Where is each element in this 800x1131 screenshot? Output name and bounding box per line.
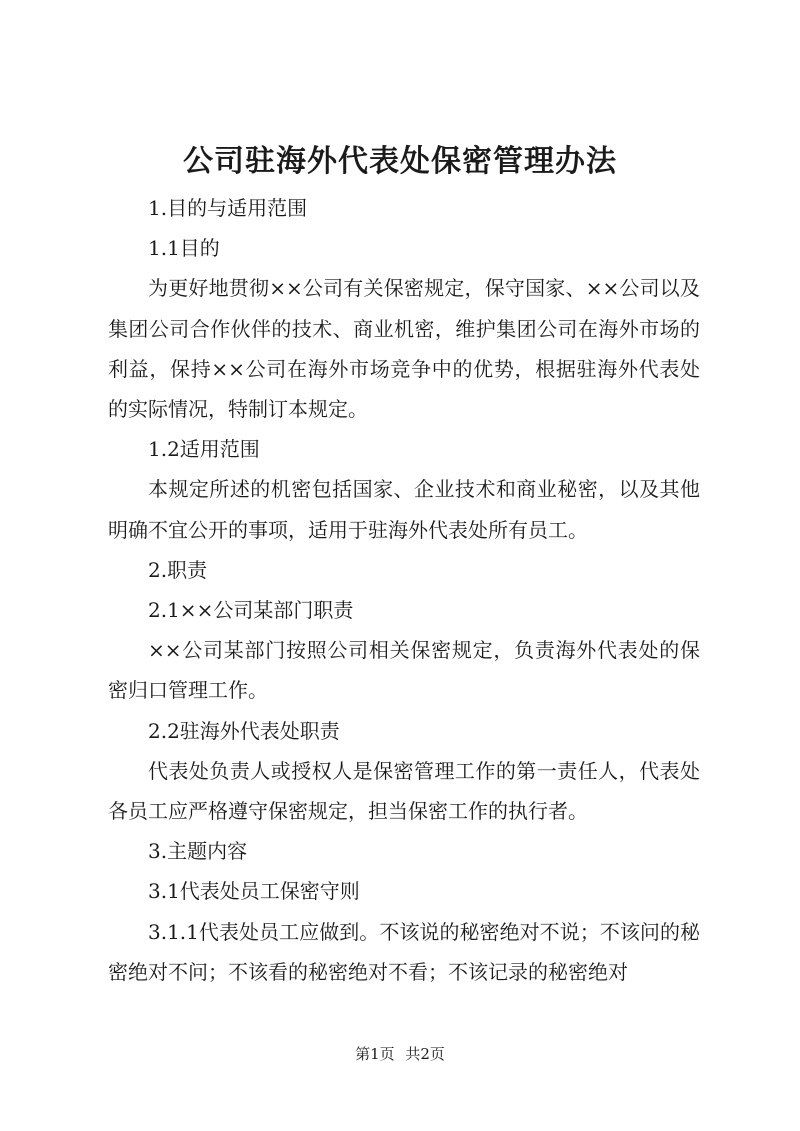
body-paragraph: 本规定所述的机密包括国家、企业技术和商业秘密，以及其他明确不宜公开的事项，适用于驻海外代表处所有员工。: [108, 477, 700, 542]
section-heading: 2.职责: [148, 557, 208, 582]
section-heading: 1.目的与适用范围: [148, 196, 308, 220]
subsection-heading: 1.1目的: [148, 236, 220, 261]
subsection-heading: 1.2适用范围: [148, 437, 260, 462]
page-total: 共2页: [405, 1045, 445, 1063]
subsection-heading: 2.1××公司某部门职责: [148, 598, 354, 623]
body-paragraph: 代表处负责人或授权人是保密管理工作的第一责任人，代表处各员工应严格遵守保密规定，担当保密工作的执行者。: [108, 758, 700, 824]
subsection-heading: 3.1代表处员工保密守则: [148, 879, 360, 904]
page-number: 第1页: [355, 1045, 395, 1063]
document-body: [108, 188, 700, 992]
subsection-heading: 2.2驻海外代表处职责: [148, 718, 340, 743]
page-footer: [0, 1043, 800, 1065]
section-heading: 3.主题内容: [148, 839, 248, 864]
document-title: 公司驻海外代表处保密管理办法: [183, 144, 617, 179]
body-paragraph: 3.1.1代表处员工应做到。不该说的秘密绝对不说；不该问的秘密绝对不问；不该看的秘密绝对不看；不该记录的秘密绝对: [108, 919, 700, 984]
body-paragraph: ××公司某部门按照公司相关保密规定，负责海外代表处的保密归口管理工作。: [108, 638, 700, 703]
body-paragraph: 为更好地贯彻××公司有关保密规定，保守国家、××公司以及集团公司合作伙伴的技术、商业机密，维护集团公司在海外市场的利益，保持××公司在海外市场竞争中的优势，根据驻海外代表处的实际情况，特制订本规定。: [108, 276, 700, 422]
